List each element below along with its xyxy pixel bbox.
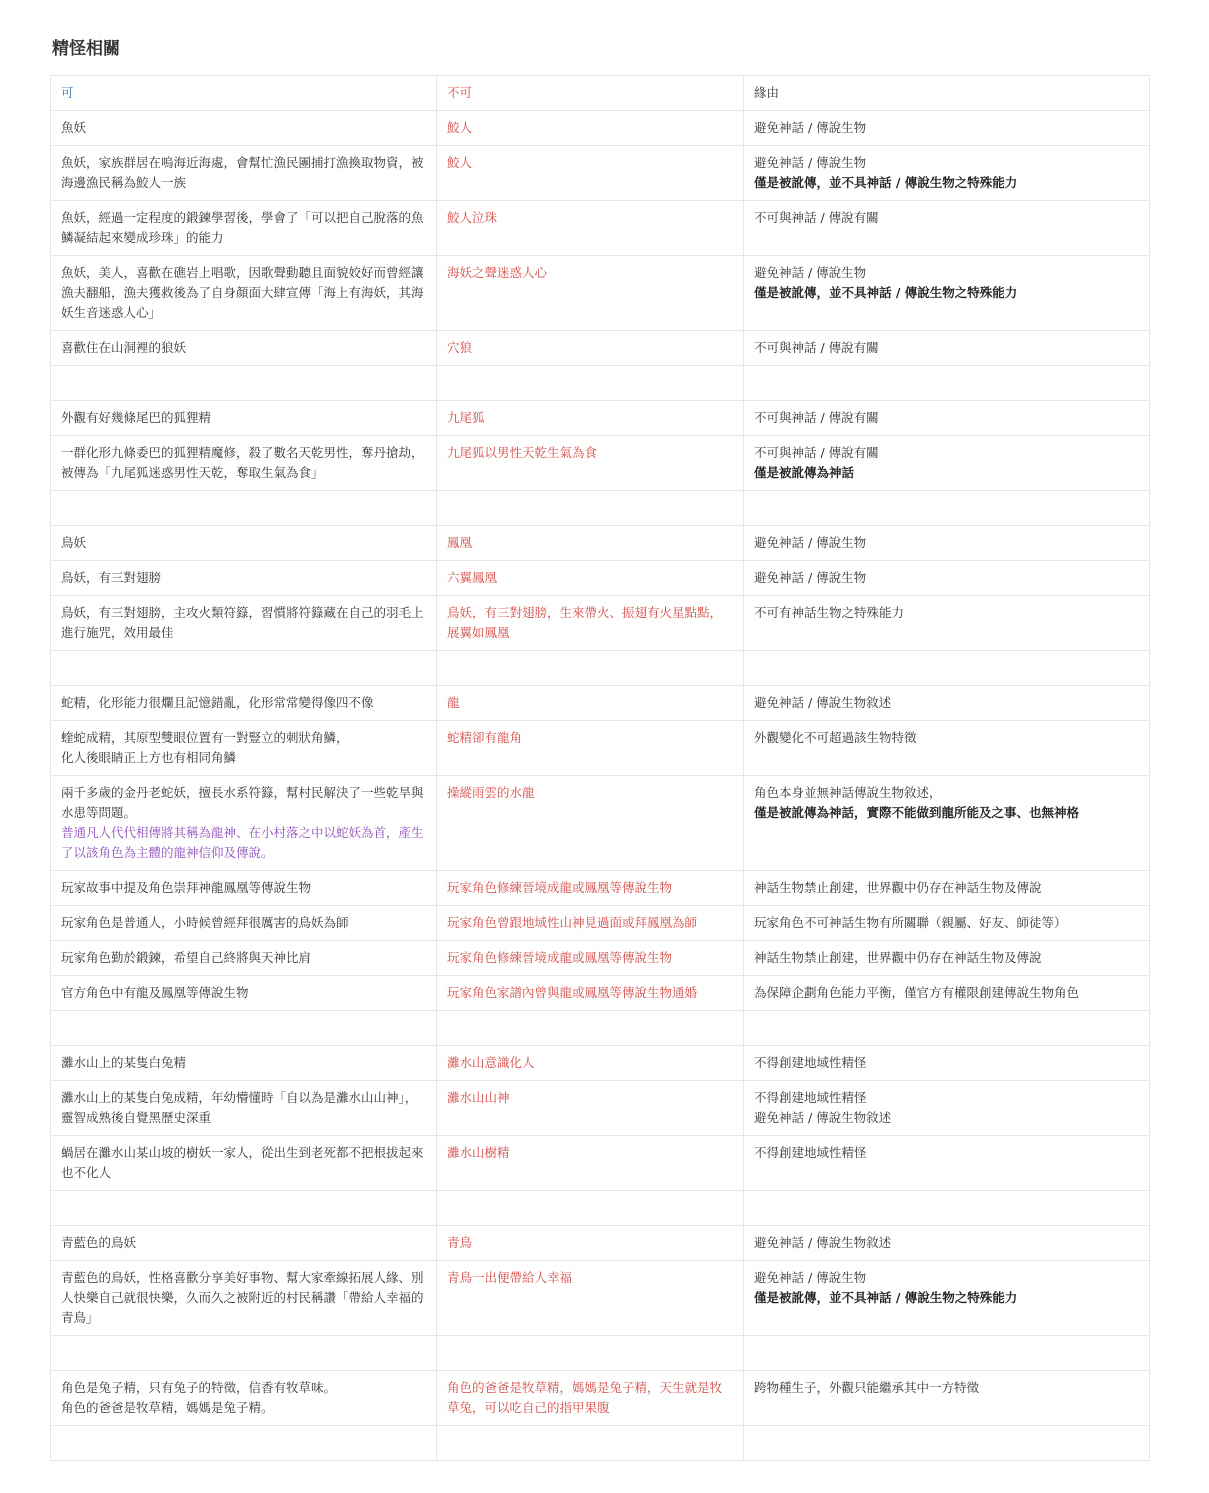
cell-cannot bbox=[437, 111, 744, 146]
cell-reason bbox=[744, 776, 1150, 871]
cell-reason bbox=[744, 1371, 1150, 1426]
cell-cannot bbox=[437, 1081, 744, 1136]
cell-can-text: 喜歡住在山洞裡的狼妖 bbox=[61, 340, 187, 355]
cell-cannot bbox=[437, 1336, 744, 1371]
cell-can bbox=[51, 1136, 437, 1191]
cell-cannot bbox=[437, 1136, 744, 1191]
table-row bbox=[51, 686, 1150, 721]
cell-can-text: 兩千多歲的金丹老蛇妖，擅長水系符籙，幫村民解決了一些乾旱與水患等問題。 bbox=[61, 785, 424, 820]
cell-cannot bbox=[437, 1046, 744, 1081]
cell-can bbox=[51, 331, 437, 366]
cell-can bbox=[51, 1011, 437, 1046]
table-header-row bbox=[51, 76, 1150, 111]
cell-cannot-text: 角色的爸爸是牧草精，媽媽是兔子精，天生就是牧草兔，可以吃自己的指甲果腹 bbox=[447, 1380, 723, 1415]
cell-reason bbox=[744, 366, 1150, 401]
cell-reason bbox=[744, 1191, 1150, 1226]
table-row bbox=[51, 1371, 1150, 1426]
table-row bbox=[51, 331, 1150, 366]
cell-reason bbox=[744, 1081, 1150, 1136]
cell-can bbox=[51, 976, 437, 1011]
cell-cannot bbox=[437, 596, 744, 651]
cell-can-text: 角色是兔子精，只有兔子的特徵，信香有牧草味。 bbox=[61, 1380, 337, 1395]
cell-can-text: 一群化形九條委巴的狐狸精魔修，殺了數名天乾男性，奪丹搶劫，被傳為「九尾狐迷惑男性天乾，奪取生氣為食」 bbox=[61, 445, 424, 480]
cell-reason bbox=[744, 1011, 1150, 1046]
cell-reason bbox=[744, 256, 1150, 331]
cell-cannot-text: 鳳凰 bbox=[447, 535, 473, 550]
cell-reason-text: 避免神話 / 傳說生物 bbox=[754, 265, 867, 280]
cell-cannot-text: 灘水山意識化人 bbox=[447, 1055, 535, 1070]
cell-reason-text: 不可與神話 / 傳說有關 bbox=[754, 445, 879, 460]
cell-cannot bbox=[437, 1226, 744, 1261]
cell-reason bbox=[744, 686, 1150, 721]
cell-reason bbox=[744, 436, 1150, 491]
cell-reason-text: 不可有神話生物之特殊能力 bbox=[754, 605, 905, 620]
cell-can-text: 魚妖，美人，喜歡在礁岩上唱歌，因歌聲動聽且面貌姣好而曾經讓漁夫翻船，漁夫獲救後為了自身顏面大肆宣傳「海上有海妖，其海妖生音迷惑人心」 bbox=[61, 265, 424, 320]
cell-cannot bbox=[437, 1011, 744, 1046]
cell-can-text: 玩家角色是普通人，小時候曾經拜很厲害的鳥妖為師 bbox=[61, 915, 349, 930]
cell-can bbox=[51, 1336, 437, 1371]
cell-cannot bbox=[437, 941, 744, 976]
cell-cannot-text: 穴狼 bbox=[447, 340, 473, 355]
cell-can-text: 青藍色的鳥妖 bbox=[61, 1235, 137, 1250]
table-row bbox=[51, 976, 1150, 1011]
empty-row bbox=[51, 1426, 1150, 1461]
cell-reason-text: 不可與神話 / 傳說有關 bbox=[754, 340, 879, 355]
cell-cannot bbox=[437, 1191, 744, 1226]
cell-reason bbox=[744, 1336, 1150, 1371]
cell-can bbox=[51, 401, 437, 436]
cell-cannot-text: 青鳥 bbox=[447, 1235, 473, 1250]
cell-can-text: 玩家角色勤於鍛鍊，希望自己終將與天神比肩 bbox=[61, 950, 312, 965]
cell-reason bbox=[744, 401, 1150, 436]
cell-reason-text: 不得創建地域性精怪 bbox=[754, 1055, 867, 1070]
empty-row bbox=[51, 1191, 1150, 1226]
cell-cannot-text: 龍 bbox=[447, 695, 460, 710]
empty-row bbox=[51, 491, 1150, 526]
cell-cannot-text: 玩家角色修練晉境成龍或鳳凰等傳說生物 bbox=[447, 950, 673, 965]
table-row bbox=[51, 596, 1150, 651]
cell-reason-text: 避免神話 / 傳說生物 bbox=[754, 570, 867, 585]
cell-can-text: 官方角色中有龍及鳳凰等傳說生物 bbox=[61, 985, 249, 1000]
cell-can bbox=[51, 1191, 437, 1226]
cell-can-text: 魚妖，家族群居在嗚海近海處，會幫忙漁民團捕打漁換取物資，被海邊漁民稱為鮫人一族 bbox=[61, 155, 424, 190]
table-row bbox=[51, 1046, 1150, 1081]
cell-reason bbox=[744, 201, 1150, 256]
cell-cannot bbox=[437, 561, 744, 596]
cell-can-text: 鳥妖，有三對翅膀，主攻火類符籙，習慣將符籙藏在自己的羽毛上進行施咒，效用最佳 bbox=[61, 605, 424, 640]
cell-cannot bbox=[437, 906, 744, 941]
table-row bbox=[51, 941, 1150, 976]
cell-can-text: 灘水山上的某隻白兔成精，年幼懵懂時「自以為是灘水山山神」，靈智成熟後自覺黑歷史深重 bbox=[61, 1090, 418, 1125]
cell-cannot-text: 六翼鳳凰 bbox=[447, 570, 498, 585]
cell-reason-text: 不可與神話 / 傳說有關 bbox=[754, 410, 879, 425]
cell-reason bbox=[744, 721, 1150, 776]
cell-cannot bbox=[437, 201, 744, 256]
cell-cannot-text: 蛇精卻有龍角 bbox=[447, 730, 523, 745]
empty-row bbox=[51, 1336, 1150, 1371]
cell-cannot bbox=[437, 1261, 744, 1336]
cell-cannot-text: 灘水山樹精 bbox=[447, 1145, 510, 1160]
cell-reason bbox=[744, 596, 1150, 651]
cell-reason-text: 跨物種生子，外觀只能繼承其中一方特徵 bbox=[754, 1380, 980, 1395]
cell-reason bbox=[744, 906, 1150, 941]
table-row bbox=[51, 146, 1150, 201]
cell-cannot bbox=[437, 401, 744, 436]
cell-can bbox=[51, 871, 437, 906]
cell-reason bbox=[744, 331, 1150, 366]
cell-can bbox=[51, 146, 437, 201]
cell-can bbox=[51, 526, 437, 561]
cell-can bbox=[51, 1261, 437, 1336]
cell-reason-emphasis: 僅是被訛傳，並不具神話 / 傳說生物之特殊能力 bbox=[754, 285, 1018, 300]
cell-can-emphasis: 普通凡人代代相傳將其稱為龍神、在小村落之中以蛇妖為首，產生了以該角色為主體的龍神信仰及傳說。 bbox=[61, 825, 424, 860]
cell-reason-text: 角色本身並無神話傳說生物敘述， bbox=[754, 785, 942, 800]
cell-can bbox=[51, 1371, 437, 1426]
cell-cannot bbox=[437, 721, 744, 776]
table-row bbox=[51, 201, 1150, 256]
table-row bbox=[51, 256, 1150, 331]
cell-reason-emphasis: 僅是被訛傳為神話，實際不能做到龍所能及之事、也無神格 bbox=[754, 805, 1080, 820]
cell-reason-text: 不得創建地域性精怪 bbox=[754, 1145, 867, 1160]
cell-cannot bbox=[437, 651, 744, 686]
cell-reason-text: 避免神話 / 傳說生物 bbox=[754, 1270, 867, 1285]
table-row bbox=[51, 1226, 1150, 1261]
cell-cannot bbox=[437, 331, 744, 366]
cell-cannot-text: 玩家角色家譜內曾與龍或鳳凰等傳說生物通婚 bbox=[447, 985, 698, 1000]
cell-cannot-text: 玩家角色修練晉境成龍或鳳凰等傳說生物 bbox=[447, 880, 673, 895]
cell-can bbox=[51, 561, 437, 596]
cell-can bbox=[51, 1226, 437, 1261]
cell-reason bbox=[744, 651, 1150, 686]
cell-can-text: 角色的爸爸是牧草精，媽媽是兔子精。 bbox=[61, 1400, 274, 1415]
cell-cannot-text: 灘水山山神 bbox=[447, 1090, 510, 1105]
cell-can bbox=[51, 201, 437, 256]
cell-cannot-text: 九尾狐以男性天乾生氣為食 bbox=[447, 445, 598, 460]
cell-can bbox=[51, 491, 437, 526]
cell-reason bbox=[744, 1046, 1150, 1081]
cell-reason bbox=[744, 146, 1150, 201]
cell-cannot bbox=[437, 526, 744, 561]
cell-reason-text: 避免神話 / 傳說生物敘述 bbox=[754, 695, 892, 710]
table-row bbox=[51, 1081, 1150, 1136]
cell-cannot-text: 青鳥一出便帶給人幸福 bbox=[447, 1270, 573, 1285]
cell-can bbox=[51, 721, 437, 776]
cell-can-text: 青藍色的鳥妖，性格喜歡分享美好事物、幫大家牽線拓展人緣、別人快樂自己就很快樂，久而久之被附近的村民稱讚「帶給人幸福的青鳥」 bbox=[61, 1270, 424, 1325]
cell-reason-text: 避免神話 / 傳說生物敘述 bbox=[754, 1110, 892, 1125]
cell-reason bbox=[744, 1136, 1150, 1191]
cell-can bbox=[51, 776, 437, 871]
cell-cannot-text: 鮫人 bbox=[447, 120, 473, 135]
table-row bbox=[51, 526, 1150, 561]
cell-reason-text: 避免神話 / 傳說生物 bbox=[754, 120, 867, 135]
table-row bbox=[51, 721, 1150, 776]
cell-reason bbox=[744, 526, 1150, 561]
cell-reason-text: 神話生物禁止創建，世界觀中仍存在神話生物及傳說 bbox=[754, 880, 1042, 895]
cell-can bbox=[51, 941, 437, 976]
cell-can bbox=[51, 256, 437, 331]
cell-reason bbox=[744, 941, 1150, 976]
cell-reason-emphasis: 僅是被訛傳，並不具神話 / 傳說生物之特殊能力 bbox=[754, 1290, 1018, 1305]
table-row bbox=[51, 436, 1150, 491]
cell-reason bbox=[744, 491, 1150, 526]
table-row bbox=[51, 1261, 1150, 1336]
cell-reason bbox=[744, 1261, 1150, 1336]
cell-can bbox=[51, 906, 437, 941]
table-row bbox=[51, 1136, 1150, 1191]
cell-reason-text: 不可與神話 / 傳說有關 bbox=[754, 210, 879, 225]
cell-cannot-text: 鮫人 bbox=[447, 155, 473, 170]
cell-cannot-text: 操縱雨雲的水龍 bbox=[447, 785, 535, 800]
cell-cannot-text: 鮫人泣珠 bbox=[447, 210, 498, 225]
cell-cannot bbox=[437, 366, 744, 401]
empty-row bbox=[51, 1011, 1150, 1046]
cell-reason-text: 避免神話 / 傳說生物敘述 bbox=[754, 1235, 892, 1250]
cell-can bbox=[51, 111, 437, 146]
cell-reason-text: 不得創建地域性精怪 bbox=[754, 1090, 867, 1105]
cell-can-text: 蝰蛇成精，其原型雙眼位置有一對豎立的刺狀角鱗， bbox=[61, 730, 349, 745]
cell-reason-emphasis: 僅是被訛傳，並不具神話 / 傳說生物之特殊能力 bbox=[754, 175, 1018, 190]
cell-can bbox=[51, 1081, 437, 1136]
cell-cannot-text: 鳥妖，有三對翅膀，生來帶火、振翅有火星點點，展翼如鳳凰 bbox=[447, 605, 723, 640]
cell-can bbox=[51, 1046, 437, 1081]
cell-can-text: 蝸居在灘水山某山坡的樹妖一家人，從出生到老死都不把根拔起來也不化人 bbox=[61, 1145, 424, 1180]
cell-reason-text: 避免神話 / 傳說生物 bbox=[754, 535, 867, 550]
cell-reason bbox=[744, 871, 1150, 906]
column-header-reason: 緣由 bbox=[744, 76, 1150, 111]
cell-cannot bbox=[437, 976, 744, 1011]
cell-reason-emphasis: 僅是被訛傳為神話 bbox=[754, 465, 855, 480]
cell-can bbox=[51, 1426, 437, 1461]
cell-reason-text: 外觀變化不可超過該生物特徵 bbox=[754, 730, 917, 745]
cell-reason bbox=[744, 1226, 1150, 1261]
column-header-cannot: 不可 bbox=[437, 76, 744, 111]
cell-can-text: 魚妖，經過一定程度的鍛鍊學習後，學會了「可以把自己脫落的魚鱗凝結起來變成珍珠」的能力 bbox=[61, 210, 424, 245]
cell-reason bbox=[744, 111, 1150, 146]
cell-cannot-text: 海妖之聲迷惑人心 bbox=[447, 265, 548, 280]
cell-can bbox=[51, 436, 437, 491]
cell-can-text: 化人後眼睛正上方也有相同角鱗 bbox=[61, 750, 237, 765]
cell-cannot bbox=[437, 256, 744, 331]
cell-reason-text: 為保障企劃角色能力平衡，僅官方有權限創建傳說生物角色 bbox=[754, 985, 1080, 1000]
cell-can bbox=[51, 596, 437, 651]
table-row bbox=[51, 111, 1150, 146]
cell-cannot bbox=[437, 1426, 744, 1461]
cell-cannot bbox=[437, 146, 744, 201]
cell-cannot-text: 九尾狐 bbox=[447, 410, 485, 425]
table-row bbox=[51, 906, 1150, 941]
cell-cannot bbox=[437, 436, 744, 491]
table-row bbox=[51, 561, 1150, 596]
cell-can bbox=[51, 651, 437, 686]
cell-reason bbox=[744, 976, 1150, 1011]
cell-reason bbox=[744, 1426, 1150, 1461]
cell-can-text: 鳥妖，有三對翅膀 bbox=[61, 570, 162, 585]
cell-can-text: 鳥妖 bbox=[61, 535, 87, 550]
cell-cannot bbox=[437, 871, 744, 906]
column-header-can: 可 bbox=[51, 76, 437, 111]
cell-cannot bbox=[437, 686, 744, 721]
rules-table-body bbox=[51, 76, 1150, 1461]
cell-can-text: 灘水山上的某隻白兔精 bbox=[61, 1055, 187, 1070]
cell-can-text: 魚妖 bbox=[61, 120, 87, 135]
page-title: 精怪相關 bbox=[52, 39, 120, 59]
cell-cannot bbox=[437, 1371, 744, 1426]
empty-row bbox=[51, 651, 1150, 686]
cell-can-text: 蛇精，化形能力很爛且記憶錯亂，化形常常變得像四不像 bbox=[61, 695, 374, 710]
cell-can-text: 玩家故事中提及角色崇拜神龍鳳凰等傳說生物 bbox=[61, 880, 312, 895]
empty-row bbox=[51, 366, 1150, 401]
cell-cannot bbox=[437, 491, 744, 526]
cell-can bbox=[51, 686, 437, 721]
cell-reason bbox=[744, 561, 1150, 596]
rules-table bbox=[50, 75, 1150, 1461]
cell-reason-text: 神話生物禁止創建，世界觀中仍存在神話生物及傳說 bbox=[754, 950, 1042, 965]
cell-can-text: 外觀有好幾條尾巴的狐狸精 bbox=[61, 410, 212, 425]
cell-cannot-text: 玩家角色曾跟地域性山神見過面或拜鳳凰為師 bbox=[447, 915, 698, 930]
table-row bbox=[51, 776, 1150, 871]
cell-can bbox=[51, 366, 437, 401]
table-row bbox=[51, 401, 1150, 436]
cell-reason-text: 玩家角色不可神話生物有所關聯（親屬、好友、師徒等） bbox=[754, 915, 1067, 930]
cell-cannot bbox=[437, 776, 744, 871]
table-row bbox=[51, 871, 1150, 906]
cell-reason-text: 避免神話 / 傳說生物 bbox=[754, 155, 867, 170]
